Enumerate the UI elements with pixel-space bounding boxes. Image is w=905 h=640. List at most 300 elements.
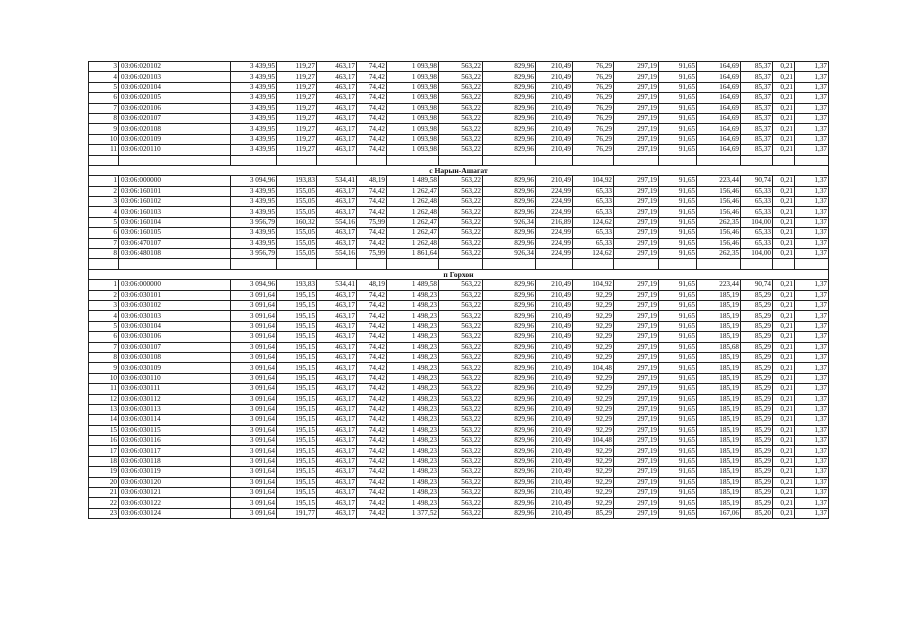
value-cell: 829,96 [483,352,536,362]
value-cell: 185,19 [697,332,741,342]
value-cell: 76,29 [573,93,614,103]
value-cell: 191,77 [277,508,317,518]
value-cell: 91,65 [659,477,697,487]
value-cell: 210,49 [536,290,573,300]
value-cell: 195,15 [277,332,317,342]
value-cell: 1 262,48 [387,238,439,248]
value-cell: 85,29 [741,290,773,300]
value-cell: 74,42 [357,363,387,373]
value-cell: 119,27 [277,93,317,103]
spacer-cell [573,259,614,269]
cadastral-code-cell: 03:06:030121 [119,488,231,498]
value-cell: 463,17 [317,456,357,466]
value-cell: 92,29 [573,404,614,414]
value-cell: 195,15 [277,394,317,404]
value-cell: 829,96 [483,290,536,300]
value-cell: 297,19 [614,488,659,498]
value-cell: 3 091,64 [231,508,277,518]
value-cell: 74,42 [357,238,387,248]
value-cell: 65,33 [741,228,773,238]
value-cell: 563,22 [439,217,483,227]
value-cell: 1,37 [795,425,829,435]
value-cell: 1 262,48 [387,197,439,207]
cadastral-code-cell: 03:06:030106 [119,332,231,342]
value-cell: 164,69 [697,62,741,72]
value-cell: 463,17 [317,134,357,144]
value-cell: 185,19 [697,456,741,466]
value-cell: 74,42 [357,124,387,134]
value-cell: 210,49 [536,373,573,383]
value-cell: 1,37 [795,82,829,92]
value-cell: 195,15 [277,373,317,383]
value-cell: 210,49 [536,404,573,414]
value-cell: 0,21 [773,321,795,331]
value-cell: 563,22 [439,113,483,123]
value-cell: 74,42 [357,300,387,310]
value-cell: 829,96 [483,186,536,196]
value-cell: 210,49 [536,342,573,352]
value-cell: 563,22 [439,498,483,508]
cadastral-code-cell: 03:06:000000 [119,280,231,290]
spacer-cell [773,259,795,269]
value-cell: 85,37 [741,62,773,72]
cadastral-code-cell: 03:06:160102 [119,197,231,207]
row-number-cell: 21 [89,488,119,498]
value-cell: 91,65 [659,415,697,425]
value-cell: 0,21 [773,508,795,518]
cadastral-code-cell: 03:06:020104 [119,82,231,92]
value-cell: 3 439,95 [231,124,277,134]
value-cell: 74,42 [357,436,387,446]
row-number-cell: 16 [89,436,119,446]
cadastral-code-cell: 03:06:030119 [119,467,231,477]
cadastral-code-cell: 03:06:030111 [119,384,231,394]
value-cell: 926,34 [483,249,536,259]
value-cell: 829,96 [483,332,536,342]
value-cell: 104,92 [573,176,614,186]
value-cell: 3 439,95 [231,228,277,238]
value-cell: 463,17 [317,446,357,456]
row-number-cell: 14 [89,415,119,425]
row-number-cell: 12 [89,394,119,404]
value-cell: 185,19 [697,321,741,331]
value-cell: 91,65 [659,404,697,414]
value-cell: 829,96 [483,113,536,123]
value-cell: 91,65 [659,238,697,248]
value-cell: 92,29 [573,446,614,456]
value-cell: 0,21 [773,207,795,217]
value-cell: 91,65 [659,124,697,134]
value-cell: 85,29 [741,352,773,362]
value-cell: 1 498,23 [387,394,439,404]
cadastral-code-cell: 03:06:030110 [119,373,231,383]
table-row [89,186,829,196]
value-cell: 164,69 [697,72,741,82]
value-cell: 3 091,64 [231,488,277,498]
value-cell: 297,19 [614,186,659,196]
value-cell: 0,21 [773,82,795,92]
value-cell: 91,65 [659,488,697,498]
value-cell: 829,96 [483,488,536,498]
table-row [89,134,829,144]
value-cell: 1 498,23 [387,436,439,446]
row-number-cell: 4 [89,311,119,321]
value-cell: 74,42 [357,332,387,342]
cadastral-code-cell: 03:06:030108 [119,352,231,362]
value-cell: 1,37 [795,477,829,487]
value-cell: 0,21 [773,197,795,207]
value-cell: 1 498,23 [387,363,439,373]
value-cell: 195,15 [277,321,317,331]
value-cell: 91,65 [659,290,697,300]
value-cell: 91,65 [659,93,697,103]
spacer-cell [795,259,829,269]
value-cell: 223,44 [697,280,741,290]
value-cell: 74,42 [357,425,387,435]
spacer-row [89,259,829,269]
table-row [89,425,829,435]
value-cell: 463,17 [317,425,357,435]
value-cell: 563,22 [439,93,483,103]
value-cell: 74,42 [357,62,387,72]
value-cell: 3 439,95 [231,145,277,155]
value-cell: 76,29 [573,103,614,113]
value-cell: 829,96 [483,124,536,134]
value-cell: 563,22 [439,103,483,113]
section-header-row [89,165,829,175]
value-cell: 91,65 [659,228,697,238]
value-cell: 463,17 [317,197,357,207]
value-cell: 0,21 [773,290,795,300]
value-cell: 3 091,64 [231,456,277,466]
value-cell: 65,33 [741,197,773,207]
value-cell: 185,19 [697,467,741,477]
table-row [89,394,829,404]
value-cell: 463,17 [317,436,357,446]
value-cell: 210,49 [536,176,573,186]
value-cell: 0,21 [773,488,795,498]
row-number-cell: 10 [89,134,119,144]
value-cell: 1,37 [795,311,829,321]
value-cell: 1 093,98 [387,124,439,134]
value-cell: 463,17 [317,290,357,300]
value-cell: 463,17 [317,228,357,238]
value-cell: 3 091,64 [231,311,277,321]
table-row [89,311,829,321]
value-cell: 74,42 [357,93,387,103]
value-cell: 1 498,23 [387,498,439,508]
table-row [89,72,829,82]
value-cell: 297,19 [614,124,659,134]
spacer-cell [387,155,439,165]
value-cell: 0,21 [773,456,795,466]
value-cell: 1 093,98 [387,113,439,123]
value-cell: 3 439,95 [231,207,277,217]
value-cell: 91,65 [659,145,697,155]
spacer-cell [89,259,119,269]
table-row [89,145,829,155]
value-cell: 463,17 [317,477,357,487]
cadastral-code-cell: 03:06:030124 [119,508,231,518]
value-cell: 0,21 [773,228,795,238]
value-cell: 65,33 [573,207,614,217]
table-row [89,446,829,456]
value-cell: 297,19 [614,508,659,518]
value-cell: 1 498,23 [387,404,439,414]
spacer-cell [697,155,741,165]
value-cell: 91,65 [659,62,697,72]
value-cell: 463,17 [317,498,357,508]
row-number-cell: 6 [89,93,119,103]
value-cell: 297,19 [614,425,659,435]
value-cell: 926,34 [483,217,536,227]
value-cell: 563,22 [439,290,483,300]
value-cell: 155,05 [277,228,317,238]
value-cell: 85,29 [741,311,773,321]
value-cell: 92,29 [573,394,614,404]
value-cell: 91,65 [659,217,697,227]
value-cell: 210,49 [536,82,573,92]
value-cell: 463,17 [317,207,357,217]
value-cell: 195,15 [277,477,317,487]
value-cell: 1,37 [795,321,829,331]
value-cell: 92,29 [573,415,614,425]
value-cell: 563,22 [439,477,483,487]
value-cell: 74,42 [357,352,387,362]
value-cell: 1,37 [795,72,829,82]
value-cell: 85,37 [741,93,773,103]
spacer-cell [659,259,697,269]
value-cell: 92,29 [573,373,614,383]
value-cell: 90,74 [741,280,773,290]
value-cell: 74,42 [357,228,387,238]
value-cell: 1,37 [795,300,829,310]
spacer-cell [439,259,483,269]
table-row [89,477,829,487]
value-cell: 3 091,64 [231,352,277,362]
cadastral-code-cell: 03:06:160101 [119,186,231,196]
table-row [89,113,829,123]
value-cell: 297,19 [614,207,659,217]
value-cell: 167,06 [697,508,741,518]
value-cell: 1,37 [795,145,829,155]
value-cell: 185,19 [697,488,741,498]
value-cell: 155,05 [277,249,317,259]
value-cell: 3 091,64 [231,373,277,383]
row-number-cell: 4 [89,72,119,82]
value-cell: 3 091,64 [231,415,277,425]
value-cell: 563,22 [439,384,483,394]
table-row [89,363,829,373]
value-cell: 1,37 [795,113,829,123]
table-row [89,488,829,498]
value-cell: 155,05 [277,186,317,196]
value-cell: 65,33 [741,238,773,248]
value-cell: 104,48 [573,363,614,373]
value-cell: 563,22 [439,363,483,373]
value-cell: 185,19 [697,498,741,508]
cadastral-code-cell: 03:06:030107 [119,342,231,352]
table-row [89,467,829,477]
value-cell: 297,19 [614,384,659,394]
value-cell: 563,22 [439,72,483,82]
value-cell: 195,15 [277,425,317,435]
value-cell: 463,17 [317,72,357,82]
value-cell: 297,19 [614,394,659,404]
value-cell: 195,15 [277,342,317,352]
value-cell: 1 093,98 [387,93,439,103]
value-cell: 829,96 [483,342,536,352]
row-number-cell: 19 [89,467,119,477]
value-cell: 563,22 [439,124,483,134]
value-cell: 563,22 [439,508,483,518]
value-cell: 104,00 [741,217,773,227]
value-cell: 0,21 [773,124,795,134]
value-cell: 0,21 [773,176,795,186]
cadastral-code-cell: 03:06:030112 [119,394,231,404]
value-cell: 3 439,95 [231,103,277,113]
value-cell: 1 498,23 [387,352,439,362]
value-cell: 0,21 [773,62,795,72]
value-cell: 0,21 [773,217,795,227]
cadastral-code-cell: 03:06:020107 [119,113,231,123]
value-cell: 210,49 [536,498,573,508]
value-cell: 85,29 [741,477,773,487]
row-number-cell: 11 [89,145,119,155]
value-cell: 829,96 [483,176,536,186]
value-cell: 185,19 [697,352,741,362]
value-cell: 119,27 [277,124,317,134]
row-number-cell: 1 [89,176,119,186]
value-cell: 185,19 [697,425,741,435]
cadastral-code-cell: 03:06:030101 [119,290,231,300]
value-cell: 1 498,23 [387,425,439,435]
value-cell: 1,37 [795,207,829,217]
cadastral-code-cell: 03:06:030117 [119,446,231,456]
value-cell: 3 091,64 [231,404,277,414]
value-cell: 85,29 [741,436,773,446]
value-cell: 0,21 [773,332,795,342]
value-cell: 297,19 [614,103,659,113]
value-cell: 85,29 [741,384,773,394]
value-cell: 3 091,64 [231,363,277,373]
row-number-cell: 5 [89,321,119,331]
value-cell: 91,65 [659,134,697,144]
value-cell: 3 439,95 [231,82,277,92]
value-cell: 297,19 [614,404,659,414]
value-cell: 563,22 [439,342,483,352]
table-row [89,290,829,300]
spacer-cell [697,259,741,269]
value-cell: 85,29 [741,467,773,477]
value-cell: 195,15 [277,352,317,362]
value-cell: 0,21 [773,145,795,155]
value-cell: 829,96 [483,436,536,446]
value-cell: 210,49 [536,394,573,404]
cadastral-code-cell: 03:06:020110 [119,145,231,155]
value-cell: 563,22 [439,467,483,477]
value-cell: 216,89 [536,217,573,227]
value-cell: 829,96 [483,498,536,508]
value-cell: 563,22 [439,321,483,331]
value-cell: 91,65 [659,508,697,518]
value-cell: 1,37 [795,384,829,394]
table-body [89,62,829,519]
value-cell: 297,19 [614,498,659,508]
value-cell: 563,22 [439,311,483,321]
value-cell: 91,65 [659,207,697,217]
spacer-cell [317,155,357,165]
value-cell: 463,17 [317,103,357,113]
value-cell: 463,17 [317,145,357,155]
table-row [89,300,829,310]
value-cell: 463,17 [317,394,357,404]
row-number-cell: 13 [89,404,119,414]
value-cell: 185,19 [697,446,741,456]
value-cell: 48,19 [357,176,387,186]
value-cell: 829,96 [483,384,536,394]
table-row [89,352,829,362]
value-cell: 185,19 [697,404,741,414]
value-cell: 119,27 [277,145,317,155]
value-cell: 85,37 [741,134,773,144]
value-cell: 563,22 [439,456,483,466]
section-title: с Нарын-Ашагат [89,165,829,175]
value-cell: 0,21 [773,363,795,373]
row-number-cell: 5 [89,217,119,227]
value-cell: 210,49 [536,456,573,466]
value-cell: 119,27 [277,82,317,92]
value-cell: 92,29 [573,425,614,435]
value-cell: 1,37 [795,508,829,518]
value-cell: 195,15 [277,498,317,508]
value-cell: 76,29 [573,82,614,92]
cadastral-code-cell: 03:06:020109 [119,134,231,144]
value-cell: 195,15 [277,467,317,477]
value-cell: 3 439,95 [231,62,277,72]
value-cell: 563,22 [439,207,483,217]
value-cell: 210,49 [536,321,573,331]
value-cell: 1,37 [795,238,829,248]
value-cell: 224,99 [536,207,573,217]
value-cell: 829,96 [483,103,536,113]
value-cell: 119,27 [277,134,317,144]
value-cell: 185,19 [697,290,741,300]
value-cell: 74,42 [357,321,387,331]
value-cell: 91,65 [659,197,697,207]
value-cell: 76,29 [573,134,614,144]
value-cell: 210,49 [536,384,573,394]
value-cell: 210,49 [536,62,573,72]
value-cell: 0,21 [773,373,795,383]
value-cell: 210,49 [536,103,573,113]
table-row [89,197,829,207]
value-cell: 85,37 [741,72,773,82]
cadastral-code-cell: 03:06:160104 [119,217,231,227]
value-cell: 74,42 [357,373,387,383]
value-cell: 185,19 [697,384,741,394]
value-cell: 91,65 [659,280,697,290]
value-cell: 829,96 [483,477,536,487]
value-cell: 1 093,98 [387,134,439,144]
value-cell: 119,27 [277,62,317,72]
row-number-cell: 8 [89,352,119,362]
value-cell: 65,33 [573,228,614,238]
value-cell: 164,69 [697,113,741,123]
spacer-cell [317,259,357,269]
value-cell: 210,49 [536,93,573,103]
cadastral-code-cell: 03:06:030118 [119,456,231,466]
